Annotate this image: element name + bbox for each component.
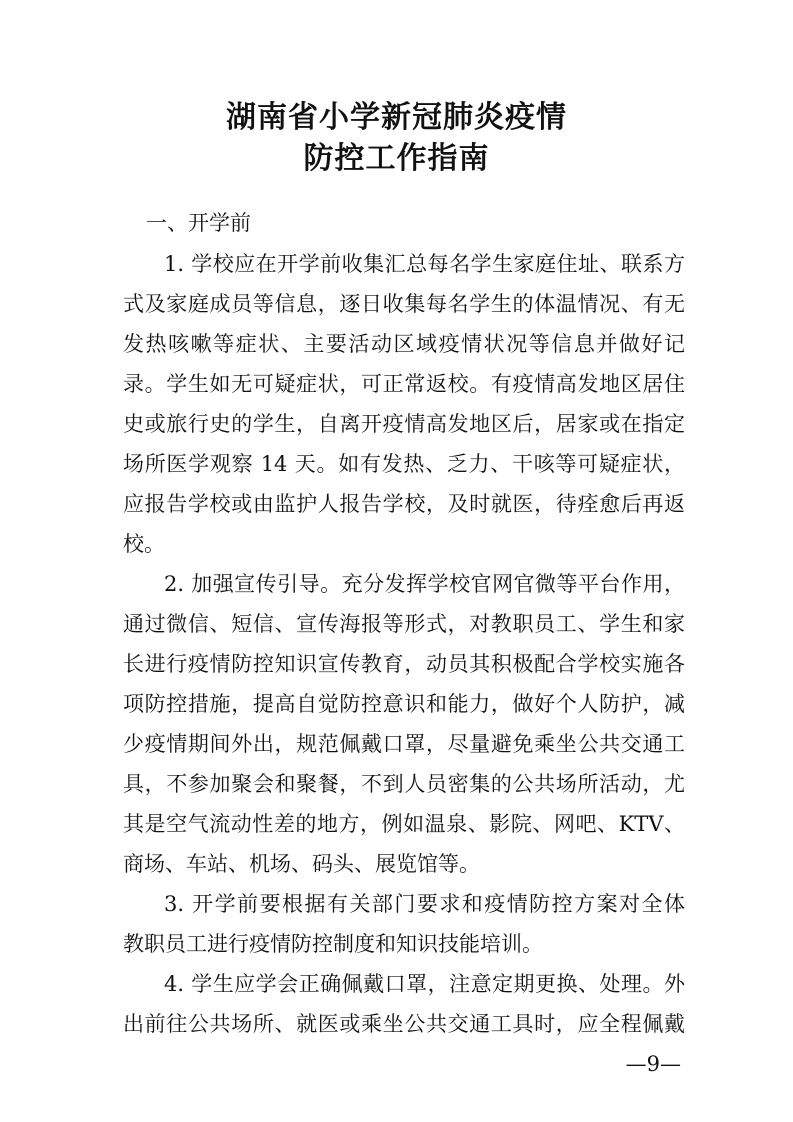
paragraph-4-line: 4. 学生应学会正确佩戴口罩，注意定期更换、处理。外 bbox=[164, 972, 685, 996]
paragraph-2-line: 长进行疫情防控知识宣传教育，动员其积极配合学校实施各 bbox=[123, 652, 685, 676]
paragraph-3-line: 教职员工进行疫情防控制度和知识技能培训。 bbox=[123, 932, 543, 956]
page-number: —9— bbox=[625, 1052, 681, 1076]
paragraph-1-line: 校。 bbox=[123, 532, 165, 556]
paragraph-3-line: 3. 开学前要根据有关部门要求和疫情防控方案对全体 bbox=[164, 892, 685, 916]
paragraph-2-line: 其是空气流动性差的地方，例如温泉、影院、网吧、KTV、 bbox=[123, 812, 685, 836]
paragraph-1-line: 场所医学观察 14 天。如有发热、乏力、干咳等可疑症状， bbox=[123, 452, 685, 476]
document-title-line-1: 湖南省小学新冠肺炎疫情 bbox=[226, 100, 567, 135]
paragraph-2-line: 具，不参加聚会和聚餐，不到人员密集的公共场所活动，尤 bbox=[123, 772, 685, 796]
paragraph-1-line: 录。学生如无可疑症状，可正常返校。有疫情高发地区居住 bbox=[123, 372, 685, 396]
paragraph-1-line: 发热咳嗽等症状、主要活动区域疫情状况等信息并做好记 bbox=[123, 332, 685, 356]
paragraph-2-line: 商场、车站、机场、码头、展览馆等。 bbox=[123, 852, 480, 876]
section-heading: 一、开学前 bbox=[146, 211, 251, 235]
paragraph-1-line: 1. 学校应在开学前收集汇总每名学生家庭住址、联系方 bbox=[164, 252, 685, 276]
paragraph-2-line: 项防控措施，提高自觉防控意识和能力，做好个人防护，减 bbox=[123, 692, 685, 716]
paragraph-1-line: 式及家庭成员等信息，逐日收集每名学生的体温情况、有无 bbox=[123, 292, 685, 316]
paragraph-2-line: 2. 加强宣传引导。充分发挥学校官网官微等平台作用， bbox=[164, 572, 685, 596]
paragraph-2-line: 通过微信、短信、宣传海报等形式，对教职员工、学生和家 bbox=[123, 612, 685, 636]
paragraph-1-line: 应报告学校或由监护人报告学校，及时就医，待痊愈后再返 bbox=[123, 492, 685, 516]
document-title-line-2: 防控工作指南 bbox=[303, 141, 490, 176]
paragraph-1-line: 史或旅行史的学生，自离开疫情高发地区后，居家或在指定 bbox=[123, 412, 685, 436]
paragraph-4-line: 出前往公共场所、就医或乘坐公共交通工具时，应全程佩戴 bbox=[123, 1012, 685, 1036]
paragraph-2-line: 少疫情期间外出，规范佩戴口罩，尽量避免乘坐公共交通工 bbox=[123, 732, 685, 756]
